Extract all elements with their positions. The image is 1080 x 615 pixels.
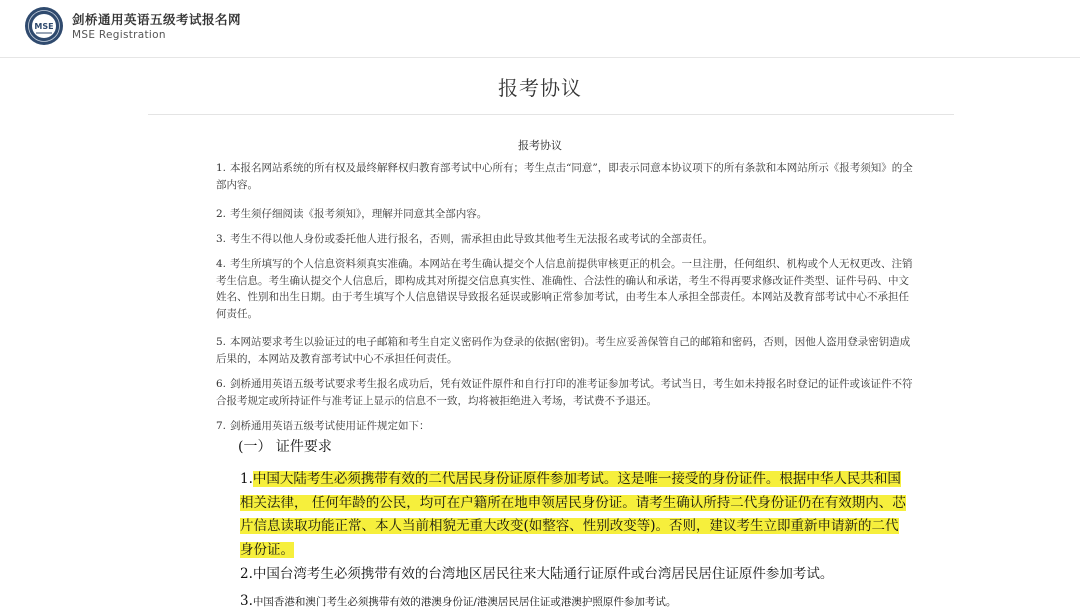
highlighted-text: 中国大陆考生必须携带有效的二代居民身份证原件参加考试。这是唯一接受的身份证件。根据中华人民共和国相关法律， 任何年龄的公民，均可在户籍所在地申领居民身份证。请考生确认所持二代身份证仍在有效期内、芯片信息读取功能正常、本人当前相貌无重大改变(如整容、性别改变等)。否则，建议考生立即重新申请新的二代身份证。 — [240, 471, 906, 558]
mse-seal-logo-icon[interactable] — [24, 6, 64, 46]
clause-number: 1. — [216, 162, 227, 174]
clause-text: 剑桥通用英语五级考试使用证件规定如下： — [230, 420, 430, 432]
id-item-taiwan — [240, 563, 912, 587]
id-item-mainland — [240, 468, 912, 562]
clause-5 — [216, 334, 916, 367]
clause-number: 2. — [216, 208, 227, 220]
clause-1 — [216, 160, 916, 193]
id-item-text: 中国香港和澳门考生必须携带有效的港澳身份证/港澳居民居住证或港澳护照原件参加考试。 — [252, 596, 677, 608]
clause-number: 6. — [216, 378, 227, 390]
clause-6 — [216, 376, 916, 409]
id-item-hk-macau — [240, 590, 912, 615]
clause-number: 4. — [216, 258, 227, 270]
section-heading-id-requirements: (一） 证件要求 — [238, 439, 332, 455]
id-item-text: 中国台湾考生必须携带有效的台湾地区居民往来大陆通行证原件或台湾居民居住证原件参加考试。 — [252, 566, 834, 582]
site-subtitle: MSE Registration — [72, 29, 166, 41]
clause-text: 考生所填写的个人信息资料须真实准确。本网站在考生确认提交个人信息前提供审核更正的机会。一旦注册，任何组织、机构或个人无权更改、注销考生信息。考生确认提交个人信息后，即构成其对所提交信息真实性、准确性、合法性的确认和承诺，考生不得再要求修改证件类型、证件号码、中文姓名、性别和出生日期。由于考生填写个人信息错误导致报名延误或影响正常参加考试，由考生本人承担全部责任。本网站及教育部考试中心不承担任何责任。 — [216, 258, 913, 320]
clause-7 — [216, 418, 916, 435]
clause-text: 本报名网站系统的所有权及最终解释权归教育部考试中心所有；考生点击“同意”，即表示同意本协议项下的所有条款和本网站所示《报考须知》的全部内容。 — [216, 162, 913, 191]
clause-text: 本网站要求考生以验证过的电子邮箱和考生自定义密码作为登录的依据(密钥)。考生应妥善保管自己的邮箱和密码，否则，因他人盗用登录密钥造成后果的，本网站及教育部考试中心不承担任何责任。 — [216, 336, 911, 365]
clause-text: 剑桥通用英语五级考试要求考生报名成功后，凭有效证件原件和自行打印的准考证参加考试。考试当日，考生如未持报名时登记的证件或该证件不符合报考规定或所持证件与准考证上显示的信息不一致，均将被拒绝进入考场，考试费不予退还。 — [216, 378, 913, 407]
title-divider — [148, 114, 954, 115]
svg-text:MSE: MSE — [34, 22, 54, 31]
clause-4 — [216, 256, 916, 322]
site-header — [0, 0, 1080, 58]
clause-3 — [216, 231, 916, 248]
site-name: 剑桥通用英语五级考试报名网 — [72, 12, 242, 27]
clause-number: 5. — [216, 336, 227, 348]
agreement-title: 报考协议 — [518, 139, 562, 152]
id-item-number: 3. — [240, 593, 253, 609]
clause-number: 3. — [216, 233, 227, 245]
clause-text: 考生须仔细阅读《报考须知》，理解并同意其全部内容。 — [230, 208, 488, 220]
clause-number: 7. — [216, 420, 227, 432]
page-title: 报考协议 — [498, 76, 582, 100]
id-item-number: 2. — [240, 566, 253, 582]
id-item-number: 1. — [240, 471, 253, 487]
clause-text: 考生不得以他人身份或委托他人进行报名，否则，需承担由此导致其他考生无法报名或考试的全部责任。 — [230, 233, 713, 245]
clause-2 — [216, 206, 916, 223]
